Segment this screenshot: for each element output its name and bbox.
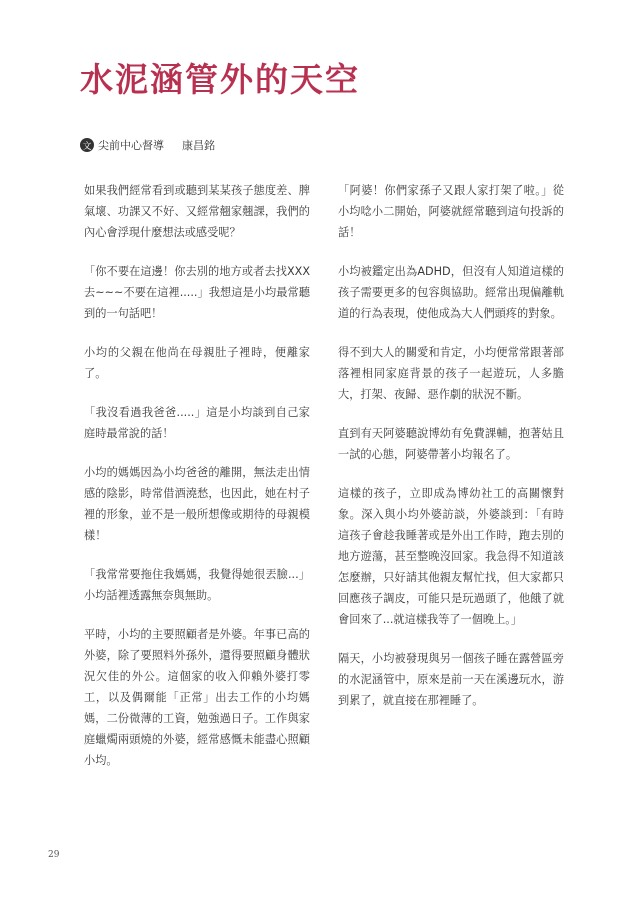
paragraph: 這樣的孩子，立即成為博幼社工的高關懷對象。深入與小均外婆訪談，外婆談到：「有時這孩子會趁我睡著或是外出工作時，跑去別的地方遊蕩，甚至整晚沒回家。我急得不知道該怎麼辦，只好請其他親友幫忙找，但大家都只回應孩子調皮，可能只是玩過頭了，他餓了就會回來了...就這樣我等了一個晚上。」 [338,487,564,626]
author-name: 康昌銘 [182,139,215,152]
paragraph: 小均被鑑定出為ADHD，但沒有人知道這樣的孩子需要更多的包容與協助。經常出現偏離軌道的行為表現，使他成為大人們頭疼的對象。 [338,265,564,320]
paragraph: 「我常常要拖住我媽媽，我覺得她很丟臉...」小均話裡透露無奈與無助。 [84,568,310,602]
paragraph: 如果我們經常看到或聽到某某孩子態度差、脾氣壞、功課又不好、又經常翹家翹課，我們的內心會浮現什麼想法或感受呢？ [84,184,310,239]
paragraph: 直到有天阿婆聽說博幼有免費課輔，抱著姑且一試的心態，阿婆帶著小均報名了。 [338,427,564,461]
byline [80,137,215,153]
page-number: 29 [48,850,60,860]
paragraph: 「我沒看過我爸爸.....」這是小均談到自己家庭時最常說的話！ [84,406,310,440]
author-badge-icon: 文 [80,138,94,152]
paragraph: 小均的媽媽因為小均爸爸的離開，無法走出情感的陰影，時常借酒澆愁，也因此，她在村子裡的形象，並不是一般所想像或期待的母親模樣！ [84,466,310,542]
right-column [338,180,564,729]
paragraph: 「阿婆！你們家孫子又跟人家打架了啦。」從小均唸小二開始，阿婆就經常聽到這句投訴的話！ [338,184,564,239]
paragraph: 小均的父親在他尚在母親肚子裡時，便離家了。 [84,346,310,380]
paragraph: 平時，小均的主要照顧者是外婆。年事已高的外婆，除了要照料外孫外，還得要照顧身體狀況欠佳的外公。這個家的收入仰賴外婆打零工，以及偶爾能「正常」出去工作的小均媽媽，二份微薄的工資，勉強過日子。工作與家庭蠟燭兩頭燒的外婆，經常感慨未能盡心照顧小均。 [84,628,310,767]
paragraph: 隔天，小均被發現與另一個孩子睡在露營區旁的水泥涵管中，原來是前一天在溪邊玩水，游到累了，就直接在那裡睡了。 [338,652,564,707]
paragraph: 得不到大人的關愛和肯定，小均便常常跟著部落裡相同家庭背景的孩子一起遊玩，人多膽大，打架、夜歸、惡作劇的狀況不斷。 [338,346,564,401]
paragraph: 「你不要在這邊！你去別的地方或者去找XXX去~~~不要在這裡.....」我想這是小均最常聽到的一句話吧！ [84,265,310,320]
article-title: 水泥涵管外的天空 [80,60,360,99]
author-role: 尖前中心督導 [98,139,164,152]
left-column [84,180,310,789]
